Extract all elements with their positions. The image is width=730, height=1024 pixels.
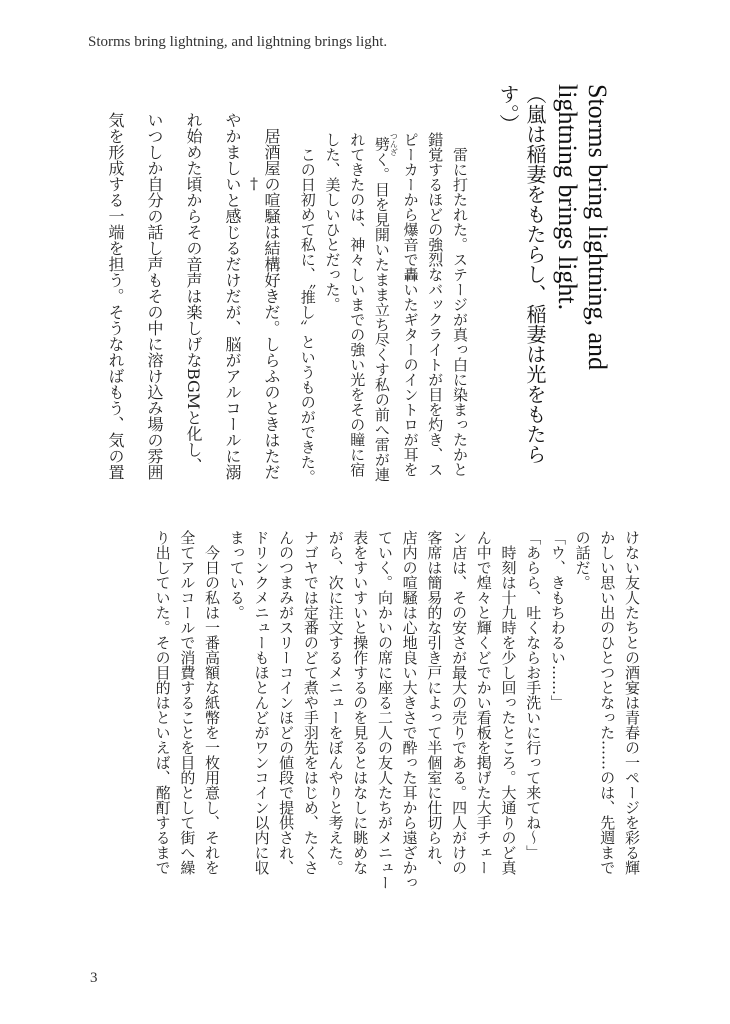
text-line: 店内の喧騒は心地良い大きさで酔った耳から遠ざかっ [400, 530, 419, 890]
text-line: 表をすいすいと操作するのを見るとはなしに眺めな [351, 530, 370, 875]
text-line: 「ウ、きもちわるい……」 [548, 530, 567, 710]
chapter-title-english: Storms bring lightning, and lightning brings light. [553, 84, 612, 370]
text-line: 劈つんざく。目を見開いたまま立ち尽くす私の前へ雷が連 [372, 132, 399, 482]
page-number: 3 [90, 970, 98, 986]
text-line: 居酒屋の喧騒は結構好きだ。しらふのときはただ [262, 112, 281, 480]
text-line: ピーカーから爆音で轟いたギターのイントロが耳を [401, 132, 420, 477]
text-line: 錯覚するほどの強烈なバックライトが目を灼き、ス [426, 132, 445, 477]
text-line: 今日の私は一番高額な紙幣を一枚用意し、それを [203, 530, 222, 875]
text-line: 全てアルコールで消費することを目的として街へ繰 [178, 530, 197, 875]
text-line: 気を形成する一端を担う。そうなればもう、気の置 [106, 112, 125, 480]
text-line: 客席は簡易的な引き戸によって半個室に仕切られ、 [425, 530, 444, 875]
section-divider: † [250, 174, 258, 193]
text-line: けない友人たちとの酒宴は青春の一ページを彩る輝 [623, 530, 641, 875]
text-line: ン店は、その安さが最大の売りである。四人がけの [450, 530, 469, 875]
text-line: かしい思い出のひとつとなった……のは、先週まで [598, 530, 617, 875]
ruby-annotation: 劈つんざ [372, 132, 399, 156]
text-line: 時刻は十九時を少し回ったところ。大通りのど真 [499, 530, 518, 875]
chapter-title-japanese: （嵐は稲妻をもたらし、稲妻は光をもたらす。） [496, 84, 547, 464]
chapter-title [494, 84, 612, 504]
text-line: んのつまみがスリーコインほどの値段で提供され、 [277, 530, 296, 875]
text-line: ん中で煌々と輝くどでかい看板を掲げた大手チェー [474, 530, 493, 875]
section-one-text [295, 132, 472, 504]
text-line: まっている。 [227, 530, 246, 620]
text-line: した、美しいひとだった。 [323, 132, 342, 312]
text-line: がら、次に注文するメニューをぼんやりと考えた。 [326, 530, 345, 875]
section-three-text [150, 530, 644, 940]
text-line: り出していた。その目的はといえば、酩酊するまで [153, 530, 172, 875]
text-line: 雷に打たれた。ステージが真っ白に染まったかと [451, 132, 469, 477]
text-line: やかましいと感じるだけだが、脳がアルコールに溺 [223, 112, 242, 480]
text-line: いつしか自分の話し声もその中に溶け込み場の雰囲 [145, 112, 164, 480]
section-two-text [88, 112, 299, 504]
text-line: ていく。向かいの席に座る二人の友人たちがメニュー [375, 530, 394, 890]
text-line: の話だ。 [573, 530, 592, 590]
text-line: ドリンクメニューもほとんどがワンコイン以内に収 [252, 530, 271, 875]
text-line: れてきたのは、神々しいまでの強い光をその瞳に宿 [348, 132, 367, 477]
running-header: Storms bring lightning, and lightning brings light. [88, 34, 388, 50]
text-line: この日初めて私に、〝推し〟というものができた。 [298, 132, 317, 485]
text-line: れ始めた頃からその音声は楽しげなBGMと化し、 [184, 112, 203, 474]
text-line: ナゴヤでは定番のどて煮や手羽先をはじめ、たくさ [301, 530, 320, 875]
text-line: 「あらら、吐くならお手洗いに行って来てね〜」 [524, 530, 543, 860]
